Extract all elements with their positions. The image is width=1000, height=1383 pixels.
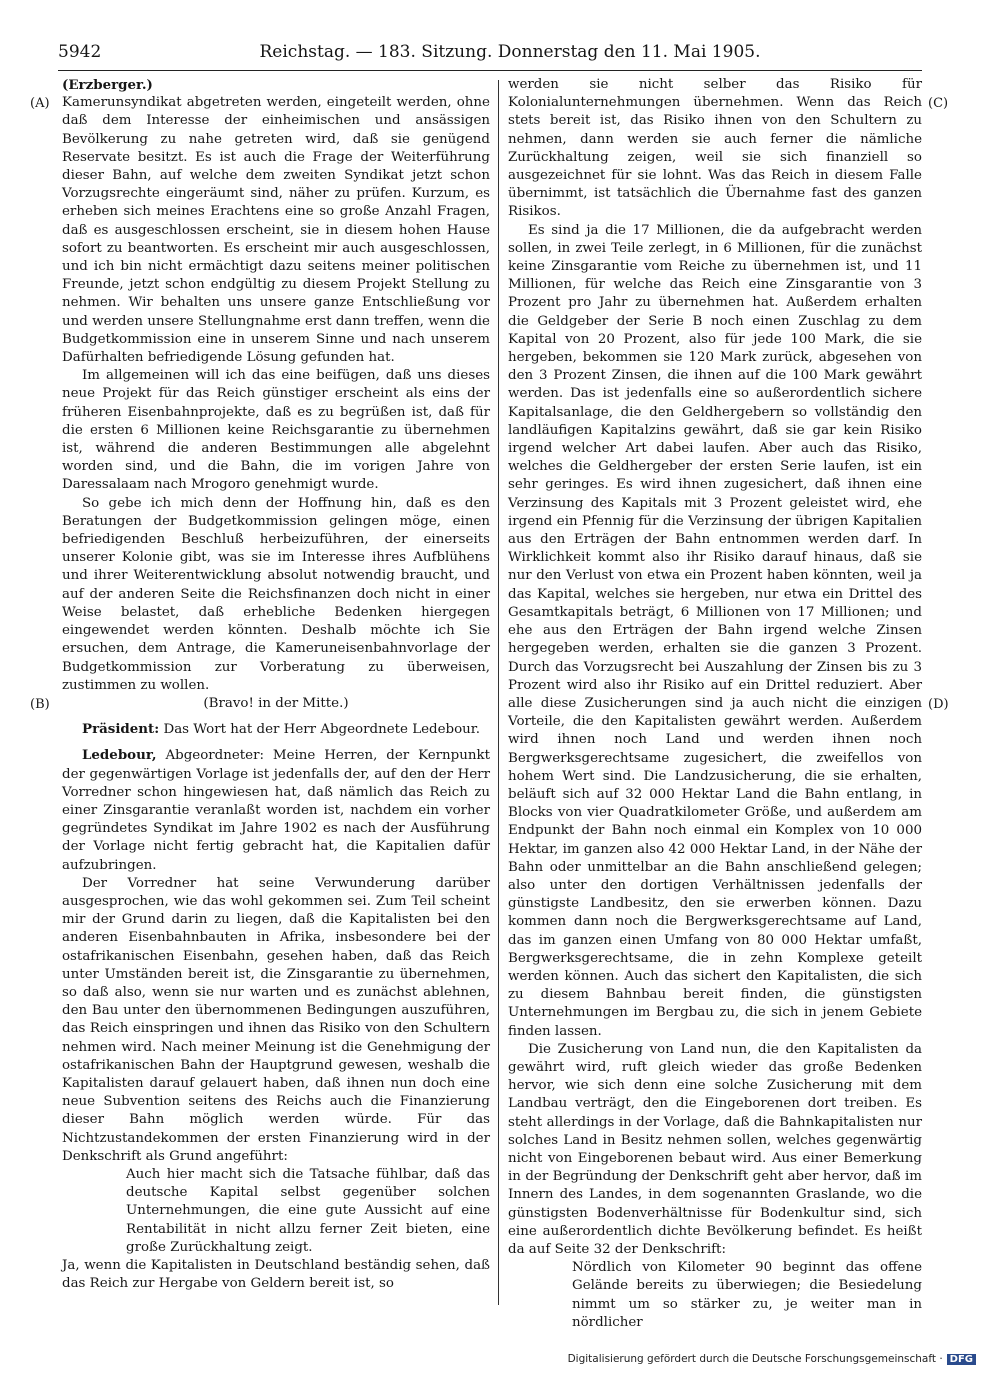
speaker-continuation: (Erzberger.)	[62, 77, 153, 93]
paragraph: Kamerunsyndikat abgetreten werden, eingeteilt werden, ohne daß dem Interesse der einheimischen und ansässigen Bevölkerung zu nahe getreten wird, daß sie genügend Reservate besitzt. Es ist auch die Frage der Weiterführung dieser Bahn, auf welche dem zweiten Syndikat jetzt schon Vorzugsrechte eingeräumt sind, näher zu prüfen. Kurzum, es erheben sich meines Erachtens eine so große Anzahl Fragen, daß es ausgeschlossen erscheint, sie in diesem hohen Hause sofort zu beantworten. Es erscheint mir auch ausgeschlossen, und ich bin nicht ermächtigt dazu seitens meiner politischen Freunde, jetzt schon endgültig zu diesem Projekt Stellung zu nehmen. Wir behalten uns unsere ganze Entschließung vor und werden unsere Stellungnahme erst dann treffen, wenn die Budgetkommission eine in unserem Sinne und nach unserem Dafürhalten befriedigende Lösung gefunden hat.	[62, 95, 490, 366]
paragraph: Der Vorredner hat seine Verwunderung darüber ausgesprochen, wie das wohl gekommen sei. Zum Teil scheint mir der Grund darin zu liegen, daß die Kapitalisten bei den anderen Eisenbahnbauten in Afrika, insbesondere bei der ostafrikanischen Eisenbahn, gesehen haben, daß das Reich unter Umständen bereit ist, die Zinsgarantie zu übernehmen, so daß also, wenn sie nur warten und es zunächst ablehnen, den Bau unter den übernommenen Bedingungen auszuführen, das Reich einspringen und ihnen das Risiko von den Schultern nehmen wird. Nach meiner Meinung ist die Genehmigung der ostafrikanischen Bahn der Hauptgrund gewesen, weshalb die Kapitalisten darauf gelauert haben, daß ihnen nun doch eine neue Subvention seitens des Reichs auch die Finanzierung dieser Bahn möglich werden würde. Für das Nichtzustandekommen der ersten Finanzierung wird in der Denkschrift als Grund angeführt:	[62, 875, 490, 1164]
running-title: Reichstag. — 183. Sitzung. Donnerstag den 11. Mai 1905.	[259, 42, 761, 62]
dfg-logo: DFG	[947, 1354, 976, 1365]
margin-mark-c: (C)	[928, 96, 949, 111]
left-column	[62, 76, 490, 1293]
digitization-credit	[568, 1353, 976, 1365]
margin-mark-b: (B)	[30, 697, 50, 712]
quotation: Nördlich von Kilometer 90 beginnt das offene Gelände bereits zu überwiegen; die Besiedelung nimmt um so stärker zu, je weiter man in nördlicher	[572, 1260, 922, 1330]
speaker-name: Präsident:	[82, 721, 160, 738]
column-divider	[498, 80, 499, 1305]
interjection: (Bravo! in der Mitte.)	[203, 695, 349, 711]
margin-mark-d: (D)	[928, 697, 949, 712]
header-rule	[58, 70, 922, 71]
speaker-name: Ledebour,	[82, 747, 157, 764]
page-header	[58, 42, 922, 68]
paragraph: Ja, wenn die Kapitalisten in Deutschland beständig sehen, daß das Reich zur Hergabe von Geldern bereit ist, so	[62, 1258, 490, 1292]
quotation: Auch hier macht sich die Tatsache fühlbar, daß das deutsche Kapital selbst gegenüber solchen Unternehmungen, die eine gute Aussicht auf eine Rentabilität in nicht allzu ferner Zeit bieten, eine große Zurückhaltung zeigt.	[126, 1166, 490, 1255]
speaker-text: Das Wort hat der Herr Abgeordnete Ledebour.	[163, 722, 480, 738]
paragraph: Die Zusicherung von Land nun, die den Kapitalisten da gewährt wird, ruft gleich wieder das große Bedenken hervor, wie sich denn eine solche Zusicherung mit dem Landbau verträgt, den die Eingeborenen dort treiben. Es steht allerdings in der Vorlage, daß die Bahnkapitalisten nur solches Land in Besitz nehmen sollen, welches gegenwärtig nicht von Eingeborenen bebaut wird. Aus einer Bemerkung in der Begründung der Denkschrift geht aber hervor, daß im Innern des Landes, in dem sogenannten Graslande, wo die günstigsten Bodenverhältnisse für Bodenkultur sind, sich eine außerordentlich dichte Bevölkerung befindet. Es heißt da auf Seite 32 der Denkschrift:	[508, 1041, 922, 1257]
margin-mark-a: (A)	[30, 96, 50, 111]
paragraph: Im allgemeinen will ich das eine beifügen, daß uns dieses neue Projekt für das Reich günstiger erscheint als eins der früheren Eisenbahnprojekte, daß es zu begrüßen ist, daß für die ersten 6 Millionen keine Reichsgarantie zu übernehmen ist, während die anderen Bestimmungen alle abgelehnt worden sind, und die Bahn, die im vorigen Jahre von Daressalaam nach Mrogoro genehmigt wurde.	[62, 368, 490, 493]
right-column	[508, 76, 922, 1332]
paragraph: So gebe ich mich denn der Hoffnung hin, daß es den Beratungen der Budgetkommission gelingen möge, einen befriedigenden Beschluß herbeizuführen, der einerseits unserer Kolonie gibt, was sie im Interesse ihres Aufblühens und ihrer Weiterentwicklung absolut notwendig braucht, und auf der anderen Seite die Reichsfinanzen doch nicht in einer Weise belastet, daß erhebliche Bedenken hiergegen eingewendet werden könnten. Deshalb möchte ich Sie ersuchen, dem Antrage, die Kameruneisenbahnvorlage der Budgetkommission zur Vorberatung zu überweisen, zustimmen zu wollen.	[62, 495, 490, 693]
paragraph: werden sie nicht selber das Risiko für Kolonialunternehmungen übernehmen. Wenn das Reich stets bereit ist, das Risiko ihnen von den Schultern zu nehmen, dann werden sie auch ferner die nämliche Zurückhaltung zeigen, weil sie sich finanziell so ausgezeichnet für sie lohnt. Was das Reich in diesem Falle übernimmt, ist tatsächlich die Übernahme fast des ganzen Risikos.	[508, 77, 922, 220]
credit-text: Digitalisierung gefördert durch die Deutsche Forschungsgemeinschaft ·	[567, 1353, 943, 1365]
paragraph: Es sind ja die 17 Millionen, die da aufgebracht werden sollen, in zwei Teile zerlegt, in 6 Millionen, für die zunächst keine Zinsgarantie vom Reiche zu übernehmen ist, und 11 Millionen, für welche das Reich eine Zinsgarantie von 3 Prozent pro Jahr zu übernehmen hat. Außerdem erhalten die Geldgeber der Serie B noch einen Zuschlag zu dem Kapital von 20 Prozent, also für jede 100 Mark, die sie hergeben, bekommen sie 120 Mark zurück, abgesehen von den 3 Prozent Zinsen, die ihnen auf die 100 Mark gewährt werden. Das ist jedenfalls eine so außerordentlich sichere Kapitalsanlage, die den Geldhergebern so vollständig den landläufigen Kapitalzins gewährt, daß sie gar kein Risiko irgend welcher Art dabei laufen. Aber auch das Risiko, welches die Geldhergeber der ersten Serie laufen, ist ein sehr geringes. Es wird ihnen zugesichert, daß ihnen eine Verzinsung des Kapitals mit 3 Prozent geleistet wird, ehe irgend ein Pfennig für die Verzinsung der übrigen Kapitalien aus den Erträgen der Bahn entnommen werden darf. In Wirklichkeit kommt also ihr Risiko darauf hinaus, daß sie nur den Verlust von etwa ein Prozent haben könnten, weil ja das Kapital, welches sie hergeben, nur etwa ein Drittel des Gesamtkapitals beträgt, 6 Millionen von 17 Millionen; und ehe aus den Erträgen der Bahn irgend welche Zinsen hergegeben werden, erhalten sie die ganzen 3 Prozent. Durch das Vorzugsrecht bei Auszahlung der Zinsen bis zu 3 Prozent wird also ihr Risiko auf ein Drittel reduziert. Aber alle diese Zusicherungen sind ja auch nicht die einzigen Vorteile, die den Kapitalisten gewährt werden. Außerdem wird ihnen noch Land und werden ihnen noch Bergwerksgerechtsame zugesichert, die zweifellos von hohem Wert sind. Die Landzusicherung, die sie erhalten, beläuft sich auf 32 000 Hektar Land die Bahn entlang, in Blocks von vier Quadratkilometer Größe, und außerdem am Endpunkt der Bahn noch einmal ein Komplex von 10 000 Hektar, im ganzen also 42 000 Hektar Land, in der Nähe der Bahn oder unmittelbar an die Bahn anschließend gelegen; also unter den dortigen Verhältnissen jedenfalls der günstigste Landbesitz, den sie erwerben können. Dazu kommen dann noch die Bergwerksgerechtsame auf Land, das im ganzen einen Umfang von 80 000 Hektar umfaßt, Bergwerksgerechtsame, die in zehn Komplexe geteilt werden können. Auch das sichert den Kapitalisten, die sich zu diesem Bahnbau bereit finden, die günstigsten Unternehmungen im Bergbau zu, die sich in jenem Gebiete finden lassen.	[508, 222, 922, 1039]
speaker-text: Abgeordneter: Meine Herren, der Kernpunkt der gegenwärtigen Vorlage ist jedenfalls der, auf den der Herr Vorredner schon hingewiesen hat, daß nämlich das Reich zu einer Zinsgarantie veranlaßt worden ist, nachdem ein vorher gegründetes Syndikat im Jahre 1902 es nach der Ausführung der Vorlage nicht fertig gebracht hat, die Kapitalien dafür aufzubringen.	[62, 748, 490, 873]
page-number: 5942	[58, 42, 102, 62]
